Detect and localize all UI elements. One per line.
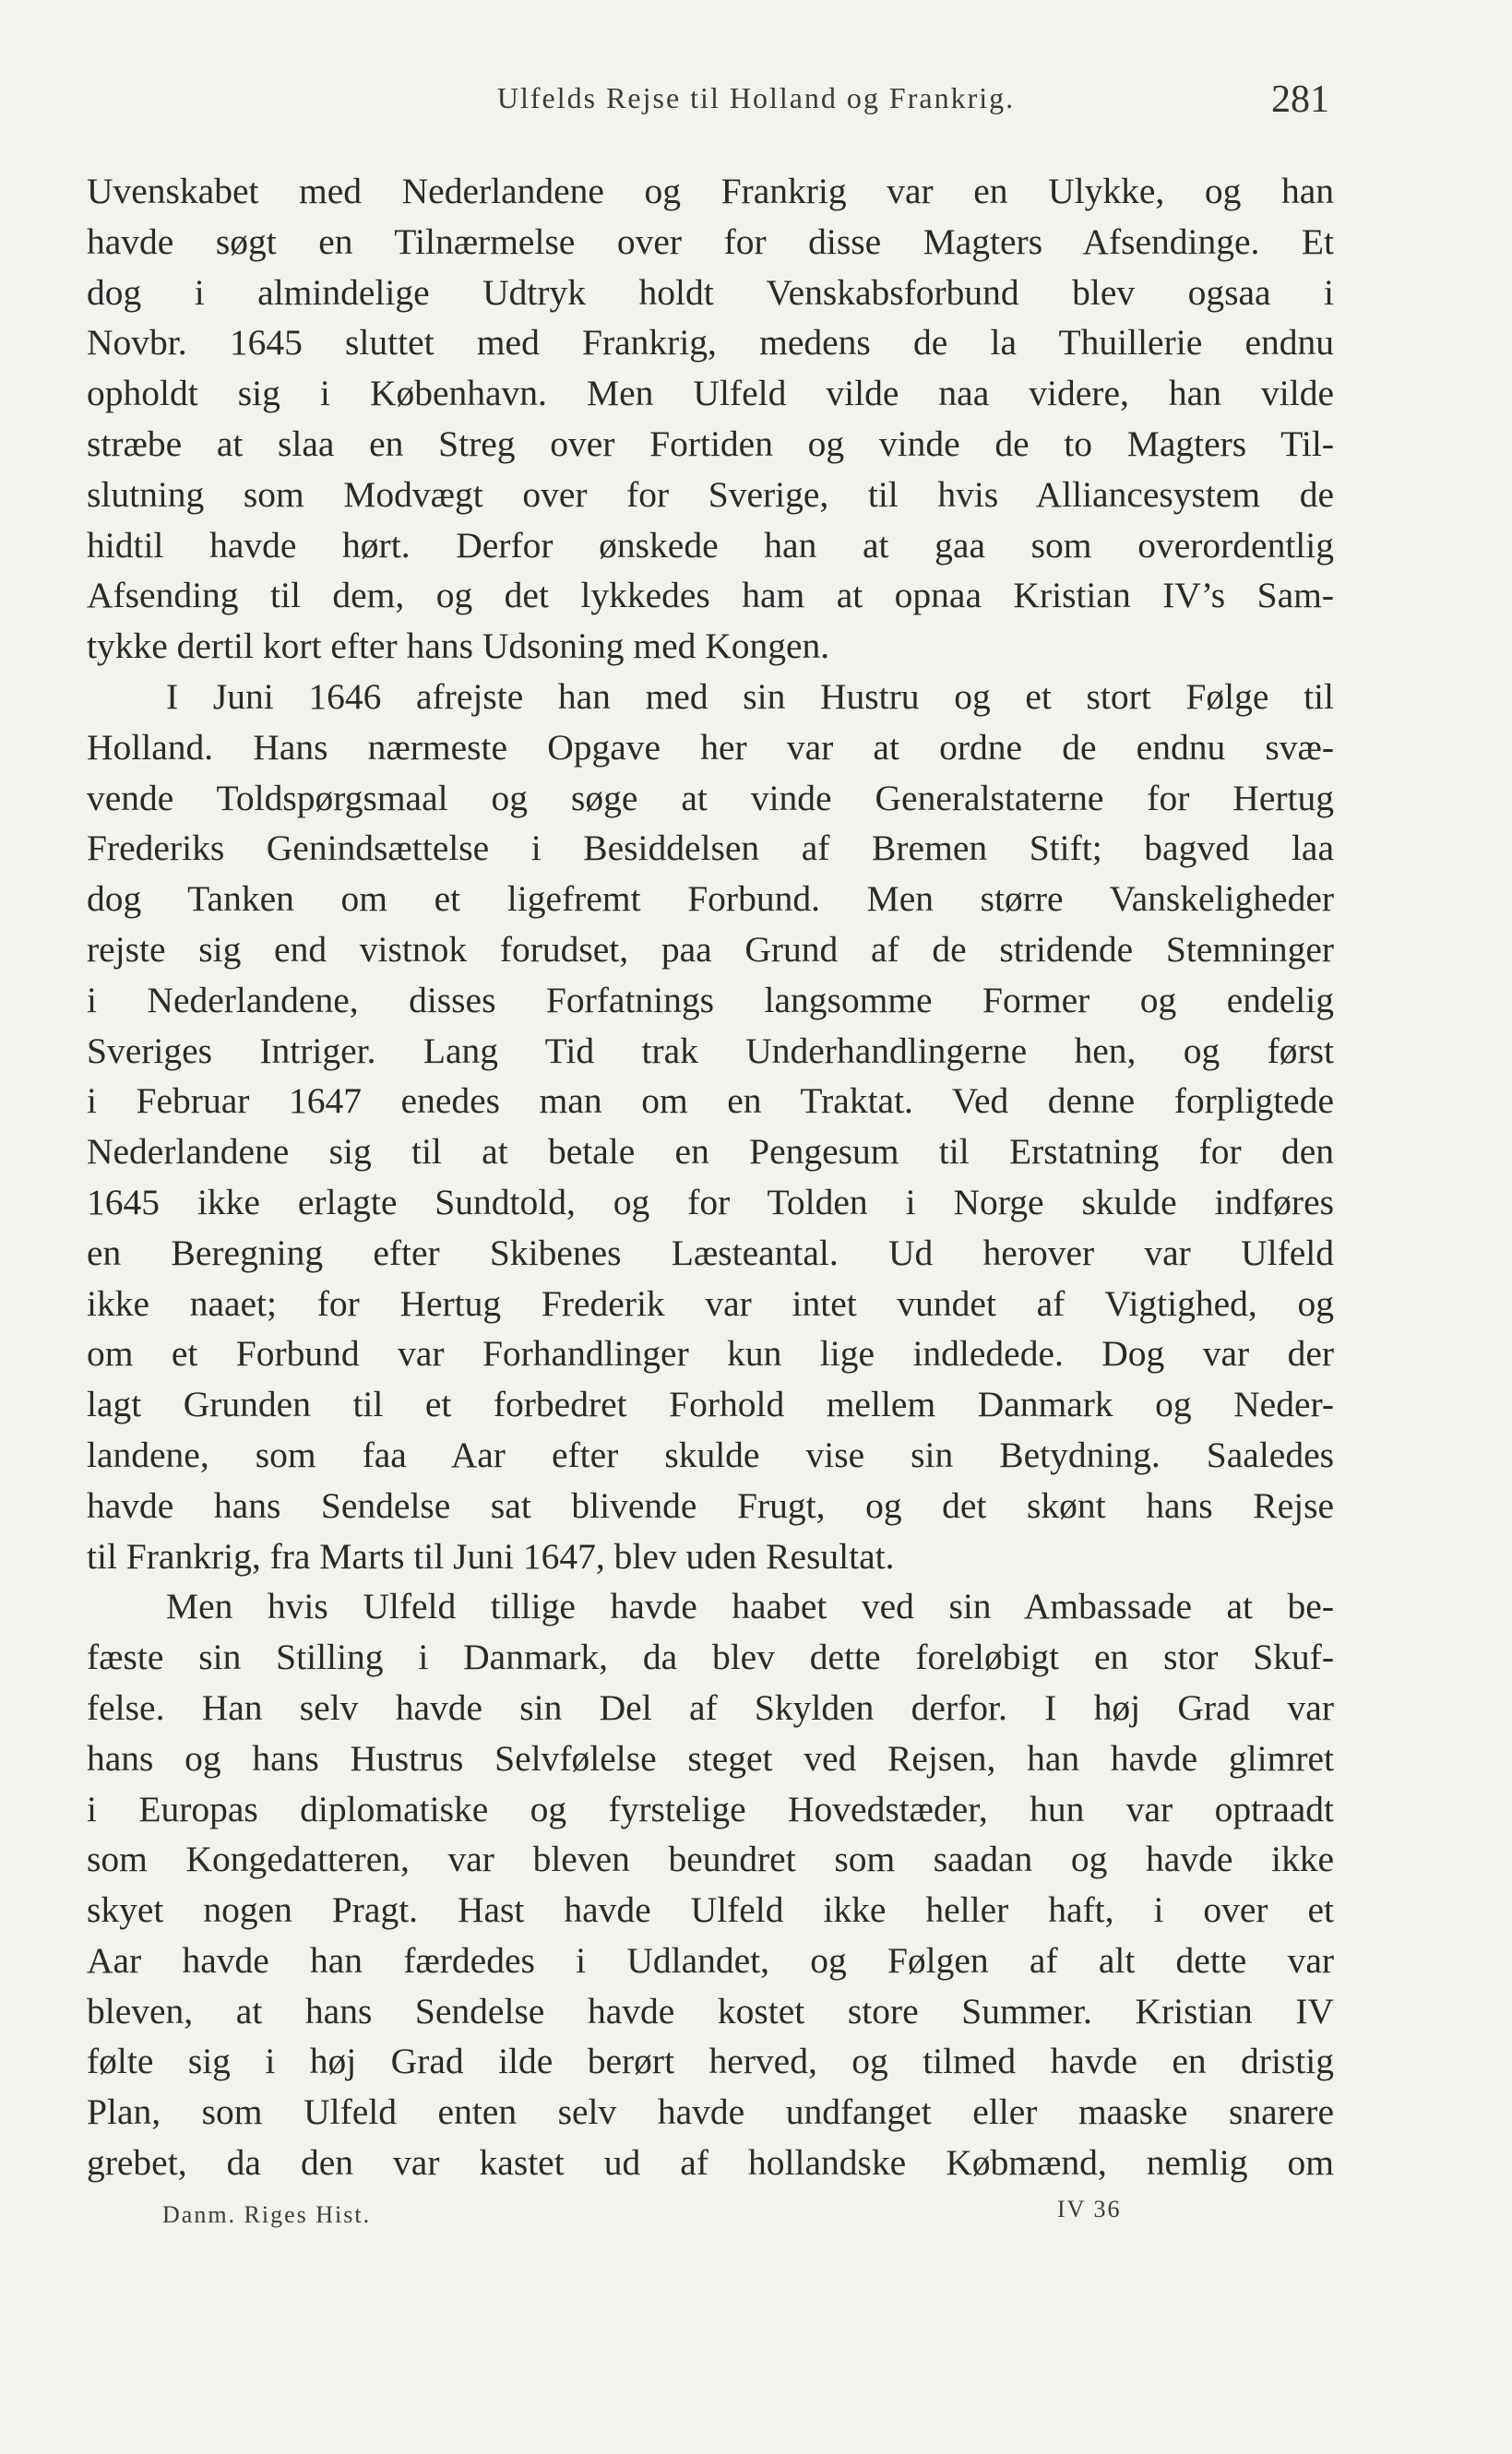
text-line: landene, som faa Aar efter skulde vise sin Betydning. Saaledes (87, 1434, 1334, 1475)
text-line: til Frankrig, fra Marts til Juni 1647, blev uden Resultat. (87, 1535, 895, 1577)
text-line: vende Toldspørgsmaal og søge at vinde Generalstaterne for Hertug (87, 777, 1334, 818)
text-line: skyet nogen Pragt. Hast havde Ulfeld ikke heller haft, i over et (87, 1889, 1334, 1931)
text-line: følte sig i høj Grad ilde berørt herved, og tilmed havde en dristig (87, 2041, 1334, 2082)
text-line: Novbr. 1645 sluttet med Frankrig, medens de la Thuillerie endnu (87, 322, 1334, 363)
text-line: havde søgt en Tilnærmelse over for disse Magters Afsendinge. Et (87, 220, 1334, 262)
text-line: i Nederlandene, disses Forfatnings langsomme Former og endelig (87, 979, 1334, 1020)
text-line: hans og hans Hustrus Selvfølelse steget ved Rejsen, han havde glimret (87, 1737, 1334, 1779)
text-line: grebet, da den var kastet ud af hollandske Købmænd, nemlig om (87, 2142, 1334, 2184)
text-line: Men hvis Ulfeld tillige havde haabet ved sin Ambassade at be- (166, 1586, 1334, 1627)
text-line: Afsending til dem, og det lykkedes ham at opnaa Kristian IV’s Sam- (87, 575, 1334, 616)
text-line: bleven, at hans Sendelse havde kostet store Summer. Kristian IV (87, 1990, 1334, 2031)
signature-mark: Danm. Riges Hist. (162, 2201, 372, 2228)
text-line: slutning som Modvægt over for Sverige, til hvis Alliancesystem de (87, 473, 1334, 515)
text-line: dog i almindelige Udtryk holdt Venskabsforbund blev ogsaa i (87, 271, 1334, 313)
signature-number: IV 36 (1057, 2196, 1122, 2222)
text-line: Nederlandene sig til at betale en Pengesum til Erstatning for den (87, 1131, 1334, 1173)
text-line: Aar havde han færdedes i Udlandet, og Følgen af alt dette var (87, 1939, 1334, 1981)
text-line: 1645 ikke erlagte Sundtold, og for Tolden i Norge skulde indføres (87, 1181, 1334, 1222)
text-line: om et Forbund var Forhandlinger kun lige indledede. Dog var der (87, 1333, 1334, 1375)
text-line: rejste sig end vistnok forudset, paa Grund af de stridende Stemninger (87, 928, 1334, 970)
text-line: opholdt sig i København. Men Ulfeld vilde naa videre, han vilde (87, 373, 1334, 414)
text-line: havde hans Sendelse sat blivende Frugt, og det skønt hans Rejse (87, 1484, 1334, 1526)
text-line: tykke dertil kort efter hans Udsoning med Kongen. (87, 625, 830, 667)
text-line: en Beregning efter Skibenes Læsteantal. Ud herover var Ulfeld (87, 1232, 1334, 1273)
text-line: Frederiks Genindsættelse i Besiddelsen af Bremen Stift; bagved laa (87, 828, 1334, 869)
text-line: dog Tanken om et ligefremt Forbund. Men større Vanskeligheder (87, 878, 1334, 920)
text-line: som Kongedatteren, var bleven beundret som saadan og havde ikke (87, 1839, 1334, 1880)
text-line: Holland. Hans nærmeste Opgave her var at ordne de endnu svæ- (87, 726, 1334, 768)
text-line: stræbe at slaa en Streg over Fortiden og vinde de to Magters Til- (87, 423, 1334, 464)
text-line: i Februar 1647 enedes man om en Traktat. Ved denne forpligtede (87, 1080, 1334, 1122)
text-line: I Juni 1646 afrejste han med sin Hustru og et stort Følge til (166, 675, 1334, 717)
text-line: felse. Han selv havde sin Del af Skylden derfor. I høj Grad var (87, 1686, 1334, 1728)
text-line: hidtil havde hørt. Derfor ønskede han at gaa som overordentlig (87, 524, 1334, 566)
text-line: ikke naaet; for Hertug Frederik var intet vundet af Vigtighed, og (87, 1282, 1334, 1324)
text-line: Uvenskabet med Nederlandene og Frankrig var en Ulykke, og han (87, 171, 1334, 211)
text-line: lagt Grunden til et forbedret Forhold mellem Danmark og Neder- (87, 1384, 1334, 1425)
text-line: i Europas diplomatiske og fyrstelige Hovedstæder, hun var optraadt (87, 1788, 1334, 1829)
text-line: Plan, som Ulfeld enten selv havde undfanget eller maaske snarere (87, 2091, 1334, 2133)
body-text (87, 166, 1334, 2188)
text-line: fæste sin Stilling i Danmark, da blev dette foreløbigt en stor Skuf- (87, 1637, 1334, 1678)
text-line: Sveriges Intriger. Lang Tid trak Underhandlingerne hen, og først (87, 1030, 1334, 1071)
page-number: 281 (1271, 78, 1329, 121)
running-head: Ulfelds Rejse til Holland og Frankrig. (496, 81, 1016, 114)
